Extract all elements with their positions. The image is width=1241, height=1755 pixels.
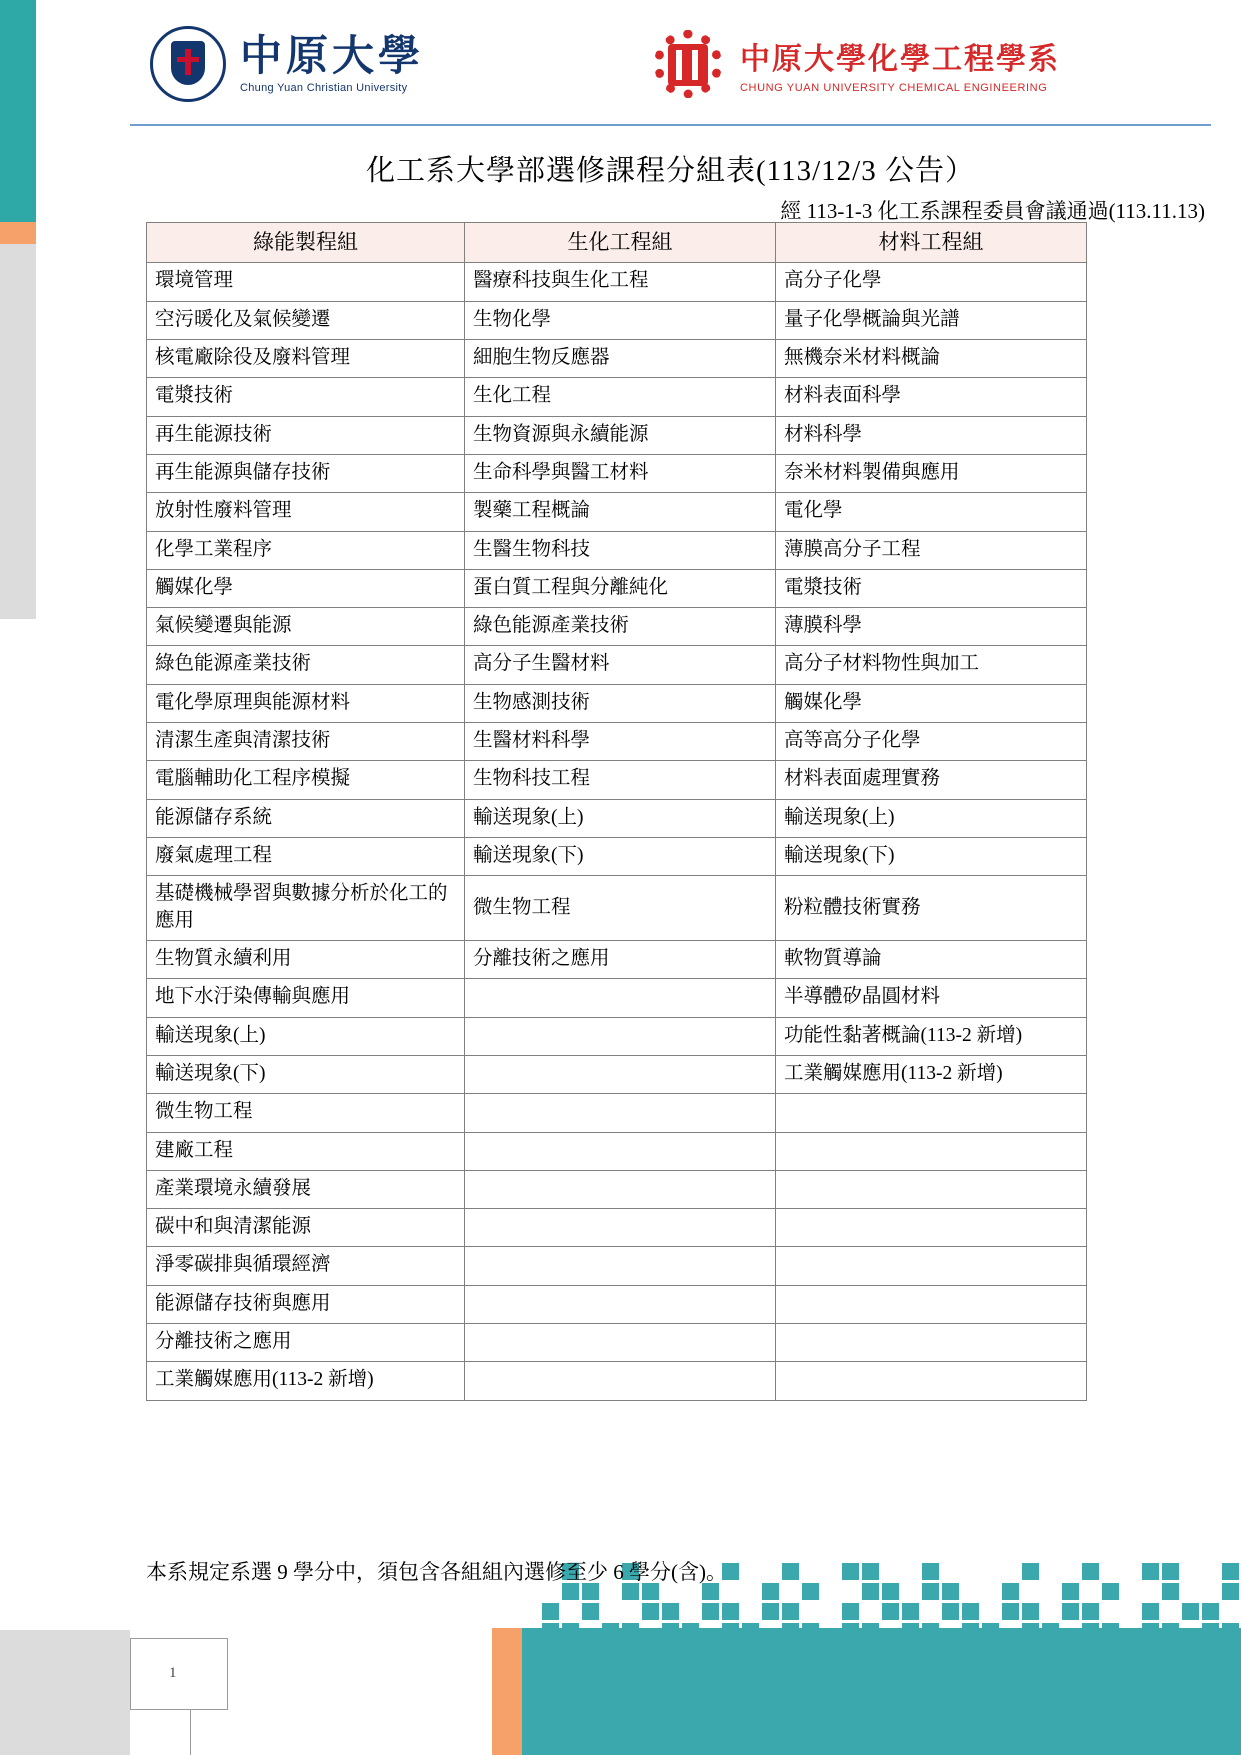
table-row [147,1132,1087,1170]
table-cell [465,1055,776,1093]
table-row [147,608,1087,646]
table-cell [465,1170,776,1208]
decor-page-number-stem [190,1710,191,1755]
cycu-logo [150,26,424,102]
table-cell: 環境管理 [147,263,465,301]
table-cell: 氣候變遷與能源 [147,608,465,646]
page-title: 化工系大學部選修課程分組表(113/12/3 公告） [366,155,975,187]
table-cell: 電漿技術 [147,378,465,416]
table-cell [776,1324,1087,1362]
table-cell [465,1017,776,1055]
table-cell: 再生能源與儲存技術 [147,454,465,492]
table-cell: 電化學原理與能源材料 [147,684,465,722]
table-cell: 材料表面處理實務 [776,761,1087,799]
table-row [147,799,1087,837]
department-name-cn: 中原大學化學工程學系 [740,43,1060,76]
table-cell [465,1324,776,1362]
table-cell: 薄膜高分子工程 [776,531,1087,569]
table-cell: 工業觸媒應用(113-2 新增) [776,1055,1087,1093]
table-cell: 放射性廢料管理 [147,493,465,531]
table-cell: 軟物質導論 [776,940,1087,978]
table-row [147,684,1087,722]
table-row [147,378,1087,416]
table-row [147,569,1087,607]
table-cell: 再生能源技術 [147,416,465,454]
table-cell [776,1247,1087,1285]
table-cell: 廢氣處理工程 [147,838,465,876]
table-row [147,301,1087,339]
table-row [147,1055,1087,1093]
university-name-cn: 中原大學 [240,33,425,80]
column-header-biochem: 生化工程組 [465,223,776,263]
table-row [147,531,1087,569]
table-row [147,1247,1087,1285]
table-cell: 基礎機械學習與數據分析於化工的應用 [147,876,465,941]
document-header [130,22,1211,117]
table-cell: 生醫材料科學 [465,723,776,761]
table-cell [776,1132,1087,1170]
table-cell: 高分子生醫材料 [465,646,776,684]
table-cell: 材料科學 [776,416,1087,454]
decor-left-orange-bar [0,222,36,244]
table-row [147,723,1087,761]
column-header-green: 綠能製程組 [147,223,465,263]
table-cell: 高分子材料物性與加工 [776,646,1087,684]
table-cell: 電腦輔助化工程序模擬 [147,761,465,799]
table-cell [776,1285,1087,1323]
cross-icon [177,57,199,62]
table-row [147,646,1087,684]
table-cell: 生物科技工程 [465,761,776,799]
column-header-materials: 材料工程組 [776,223,1087,263]
table-cell: 輸送現象(上) [776,799,1087,837]
table-cell: 淨零碳排與循環經濟 [147,1247,465,1285]
decor-bottom-left-grey [0,1630,130,1755]
table-cell [776,1362,1087,1400]
table-cell: 生命科學與醫工材料 [465,454,776,492]
table-cell: 觸媒化學 [776,684,1087,722]
table-cell [776,1209,1087,1247]
page-number: 1 [169,1665,177,1681]
table-cell: 分離技術之應用 [465,940,776,978]
shield-icon [150,26,226,102]
table-row [147,493,1087,531]
table-cell: 綠色能源產業技術 [465,608,776,646]
table-row [147,1017,1087,1055]
table-cell: 醫療科技與生化工程 [465,263,776,301]
table-cell: 能源儲存技術與應用 [147,1285,465,1323]
table-cell [776,1094,1087,1132]
table-header-row [147,223,1087,263]
table-cell: 輸送現象(下) [465,838,776,876]
table-row [147,1094,1087,1132]
table-cell [465,1247,776,1285]
decor-left-grey-bar [0,244,36,619]
table-cell: 生醫生物科技 [465,531,776,569]
page-number-box [130,1638,228,1710]
table-cell [465,1285,776,1323]
table-cell [465,1362,776,1400]
table-cell: 生物感測技術 [465,684,776,722]
table-cell: 碳中和與清潔能源 [147,1209,465,1247]
table-cell: 微生物工程 [147,1094,465,1132]
table-cell: 工業觸媒應用(113-2 新增) [147,1362,465,1400]
table-cell: 電漿技術 [776,569,1087,607]
table-cell: 化學工業程序 [147,531,465,569]
table-cell: 微生物工程 [465,876,776,941]
decor-bottom-teal-band [522,1628,1241,1755]
table-cell: 空污暖化及氣候變遷 [147,301,465,339]
table-cell: 觸媒化學 [147,569,465,607]
table-row [147,263,1087,301]
table-cell: 分離技術之應用 [147,1324,465,1362]
table-row [147,1209,1087,1247]
table-cell: 電化學 [776,493,1087,531]
decor-bottom-orange-bar [492,1628,522,1755]
table-cell [465,979,776,1017]
table-row [147,761,1087,799]
table-cell: 高分子化學 [776,263,1087,301]
table-cell: 輸送現象(上) [147,1017,465,1055]
table-row [147,1170,1087,1208]
table-row [147,1285,1087,1323]
department-name-en: CHUNG YUAN UNIVERSITY CHEMICAL ENGINEERING [740,82,1048,94]
table-cell: 輸送現象(下) [147,1055,465,1093]
footnote: 本系規定系選 9 學分中，須包含各組組內選修至少 6 學分(含)。 [146,1560,727,1584]
table-cell: 綠色能源產業技術 [147,646,465,684]
gear-icon [650,28,728,100]
table-cell: 量子化學概論與光譜 [776,301,1087,339]
table-cell: 清潔生產與清潔技術 [147,723,465,761]
table-cell: 輸送現象(下) [776,838,1087,876]
table-row [147,339,1087,377]
table-cell: 生物資源與永續能源 [465,416,776,454]
table-row [147,838,1087,876]
table-cell [465,1132,776,1170]
table-cell: 能源儲存系統 [147,799,465,837]
table-cell [465,1209,776,1247]
table-row [147,940,1087,978]
table-cell: 生物質永續利用 [147,940,465,978]
table-row [147,979,1087,1017]
header-divider [130,124,1211,126]
decor-left-teal-bar [0,0,36,222]
table-row [147,876,1087,941]
table-cell: 薄膜科學 [776,608,1087,646]
table-cell: 奈米材料製備與應用 [776,454,1087,492]
table-cell: 核電廠除役及廢料管理 [147,339,465,377]
table-row [147,454,1087,492]
table-cell: 蛋白質工程與分離純化 [465,569,776,607]
table-cell: 粉粒體技術實務 [776,876,1087,941]
course-group-table [146,222,1087,1401]
table-cell: 細胞生物反應器 [465,339,776,377]
table-row [147,1362,1087,1400]
table-cell: 半導體矽晶圓材料 [776,979,1087,1017]
table-cell: 製藥工程概論 [465,493,776,531]
table-cell [776,1170,1087,1208]
table-cell: 建廠工程 [147,1132,465,1170]
table-cell: 高等高分子化學 [776,723,1087,761]
table-cell: 材料表面科學 [776,378,1087,416]
table-row [147,1324,1087,1362]
table-cell: 生化工程 [465,378,776,416]
department-logo [650,28,1060,100]
table-cell: 輸送現象(上) [465,799,776,837]
table-cell: 功能性黏著概論(113-2 新增) [776,1017,1087,1055]
table-row [147,416,1087,454]
table-cell: 地下水汙染傳輸與應用 [147,979,465,1017]
table-cell [465,1094,776,1132]
table-cell: 生物化學 [465,301,776,339]
university-name-en: Chung Yuan Christian University [240,82,408,95]
table-cell: 產業環境永續發展 [147,1170,465,1208]
page-subtitle: 經 113-1-3 化工系課程委員會議通過(113.11.13) [780,199,1205,223]
table-cell: 無機奈米材料概論 [776,339,1087,377]
